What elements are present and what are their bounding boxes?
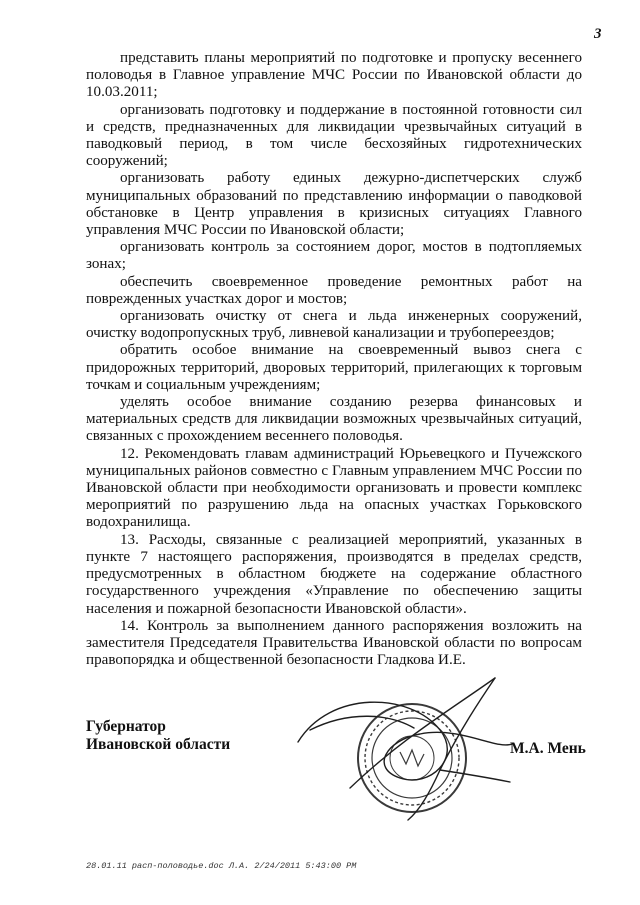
signatory-title-line2: Ивановской области: [86, 736, 231, 753]
official-stamp-icon: [358, 704, 466, 812]
page-number: 3: [594, 26, 602, 42]
paragraph-snow-removal: обратить особое внимание на своевременный вывоз снега с придорожных территорий, дворовых территорий, прилегающих к торговым точкам и социальным учреждениям;: [86, 342, 582, 393]
document-body: [86, 50, 582, 669]
stamp-and-signature: [290, 670, 520, 840]
paragraph-item-14: 14. Контроль за выполнением данного распоряжения возложить на заместителя Председателя Правительства Ивановской области по вопросам правопорядка и общественной безопасности Гладкова И.Е.: [86, 617, 582, 669]
signatory-title-line1: Губернатор: [86, 718, 166, 735]
paragraph-snow-cleaning: организовать очистку от снега и льда инженерных сооружений, очистку водопропускных труб, ливневой канализации и трубопереездов;: [86, 308, 582, 342]
signatory-name: М.А. Мень: [510, 740, 586, 757]
paragraph-dispatch-services: организовать работу единых дежурно-диспетчерских служб муниципальных образований по представлению информации о паводковой обстановке в Центр управления в кризисных ситуациях Главного управления МЧС России по Ивановской области;: [86, 170, 582, 239]
handwritten-signature-icon: [298, 678, 512, 820]
paragraph-item-13: 13. Расходы, связанные с реализацией мероприятий, указанных в пункте 7 настоящего распоряжения, производятся в пределах средств, предусмотренных в областном бюджете на содержание областного государственного учреждения «Управление по обеспечению защиты населения и пожарной безопасности Ивановской области».: [86, 531, 582, 617]
file-footer: 28.01.11 расп-половодье.doc Л.А. 2/24/2011 5:43:00 PM: [86, 861, 357, 871]
paragraph-repair-works: обеспечить своевременное проведение ремонтных работ на поврежденных участках дорог и мостов;: [86, 273, 582, 307]
paragraph-prepare-forces: организовать подготовку и поддержание в постоянной готовности сил и средств, предназначенных для ликвидации чрезвычайных ситуаций в паводковый период, в том числе бесхозяйных гидротехнических сооружений;: [86, 101, 582, 170]
paragraph-reserve: уделять особое внимание созданию резерва финансовых и материальных средств для ликвидации возможных чрезвычайных ситуаций, связанных с прохождением весеннего половодья.: [86, 394, 582, 445]
signatory-title: [86, 718, 230, 754]
paragraph-road-control: организовать контроль за состоянием дорог, мостов в подтопляемых зонах;: [86, 239, 582, 273]
paragraph-item-12: 12. Рекомендовать главам администраций Юрьевецкого и Пучежского муниципальных районов совместно с Главным управлением МЧС России по Ивановской области при необходимости организовать и провести комплекс мероприятий по разрушению льда на опасных участках Горьковского водохранилища.: [86, 445, 582, 531]
paragraph-submit-plans: представить планы мероприятий по подготовке и пропуску весеннего половодья в Главное управление МЧС России по Ивановской области до 10.03.2011;: [86, 50, 582, 101]
